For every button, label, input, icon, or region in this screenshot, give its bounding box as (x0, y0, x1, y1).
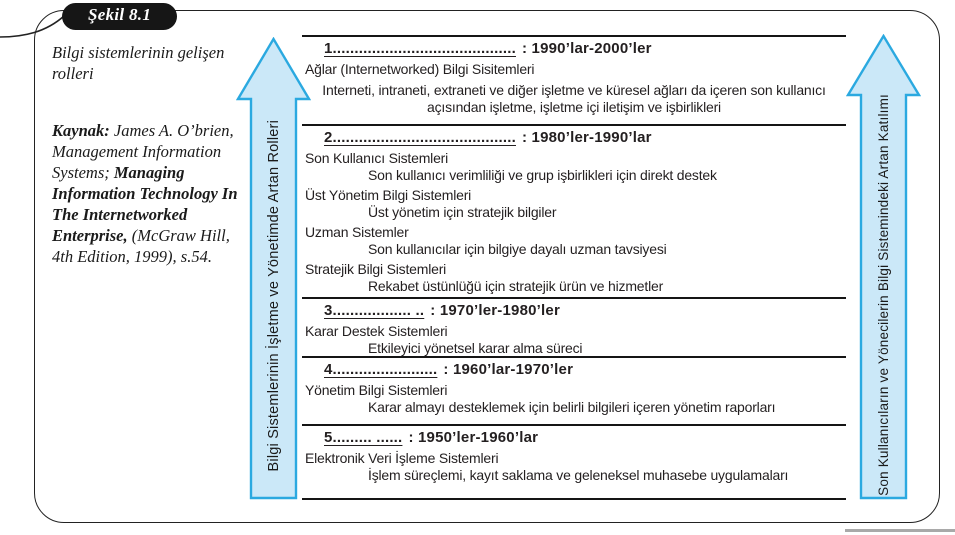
right-arrow-label: Son Kullanıcıların ve Yönecilerin Bilgi Sistemindeki Artan Katılımı (876, 93, 891, 496)
item-title: Karar Destek Sistemleri (305, 323, 448, 339)
timeline-item (302, 61, 846, 116)
item-description: Son kullanıcılar için bilgiye dayalı uzman tavsiyesi (368, 241, 667, 257)
timeline-section (302, 35, 846, 124)
item-title: Üst Yönetim Bilgi Sistemleri (305, 187, 472, 203)
figure-badge-label: Şekil 8.1 (88, 5, 152, 24)
right-arrow-label-wrap (846, 94, 921, 495)
section-header (324, 40, 846, 58)
section-header (324, 129, 846, 147)
section-number-blank: 4........................ (324, 361, 438, 378)
figure-caption: Bilgi sistemlerinin gelişen rolleri (52, 43, 225, 83)
right-up-arrow (846, 34, 921, 500)
timeline-section (302, 297, 846, 356)
section-period: : 1960’lar-1970’ler (443, 361, 574, 378)
section-period: : 1970’ler-1980’ler (430, 302, 560, 319)
figure-source (52, 120, 244, 267)
item-title: Stratejik Bilgi Sistemleri (305, 261, 447, 277)
item-description: İşlem süreçlemi, kayıt saklama ve geleneksel muhasebe uygulamaları (368, 467, 789, 483)
timeline-item (302, 382, 846, 416)
source-authors: James A. O’brien, Management Information Systems; (52, 121, 234, 182)
item-description: Interneti, intraneti, extraneti ve diğer işletme ve küresel ağları da içeren son kullanıcı açısından işletme, işletme içi iletişim ve işbirlikleri (322, 82, 826, 115)
section-number-blank: 2.......................................... (324, 129, 516, 146)
item-title: Ağlar (Internetworked) Bilgi Sisitemleri (305, 61, 535, 77)
timeline (302, 35, 846, 500)
timeline-item (302, 261, 846, 295)
section-period: : 1990’lar-2000’ler (521, 40, 652, 57)
item-description: Karar almayı desteklemek için belirli bilgileri içeren yönetim raporları (368, 399, 776, 415)
section-period: : 1980’ler-1990’lar (521, 129, 652, 146)
timeline-item (302, 224, 846, 258)
item-description: Üst yönetim için stratejik bilgiler (368, 204, 557, 220)
item-description: Rekabet üstünlüğü için stratejik ürün ve hizmetler (368, 278, 664, 294)
section-number-blank: 1.......................................... (324, 40, 516, 57)
item-title: Son Kullanıcı Sistemleri (305, 150, 449, 166)
section-header (324, 429, 846, 447)
page-edge-line (845, 529, 955, 532)
item-title: Uzman Sistemler (305, 224, 409, 240)
item-description: Son kullanıcı verimliliği ve grup işbirlikleri için direkt destek (368, 167, 717, 183)
section-number-blank: 5......... ...... (324, 429, 403, 446)
timeline-item (302, 450, 846, 484)
figure-sidebar (52, 42, 244, 267)
timeline-section (302, 124, 846, 297)
timeline-item (302, 150, 846, 184)
source-edition: (McGraw Hill, 4th Edition, 1999), s.54. (52, 226, 230, 266)
source-label: Kaynak: (52, 121, 110, 140)
item-title: Yönetim Bilgi Sistemleri (305, 382, 448, 398)
section-header (324, 302, 846, 320)
section-header (324, 361, 846, 379)
timeline-section (302, 424, 846, 498)
left-up-arrow (236, 37, 311, 500)
left-arrow-label: Bilgi Sistemlerinin İşletme ve Yönetimde Artan Rolleri (265, 120, 282, 472)
left-arrow-label-wrap (236, 97, 311, 495)
section-period: : 1950’ler-1960’lar (408, 429, 539, 446)
timeline-section (302, 356, 846, 424)
section-number-blank: 3.................. .. (324, 302, 425, 319)
timeline-item (302, 187, 846, 221)
item-description: Etkileyici yönetsel karar alma süreci (368, 340, 583, 356)
figure-badge (62, 3, 177, 30)
timeline-item (302, 323, 846, 357)
item-title: Elektronik Veri İşleme Sistemleri (305, 450, 499, 466)
source-work-title: Managing Information Technology In The Internetworked Enterprise, (52, 163, 238, 245)
